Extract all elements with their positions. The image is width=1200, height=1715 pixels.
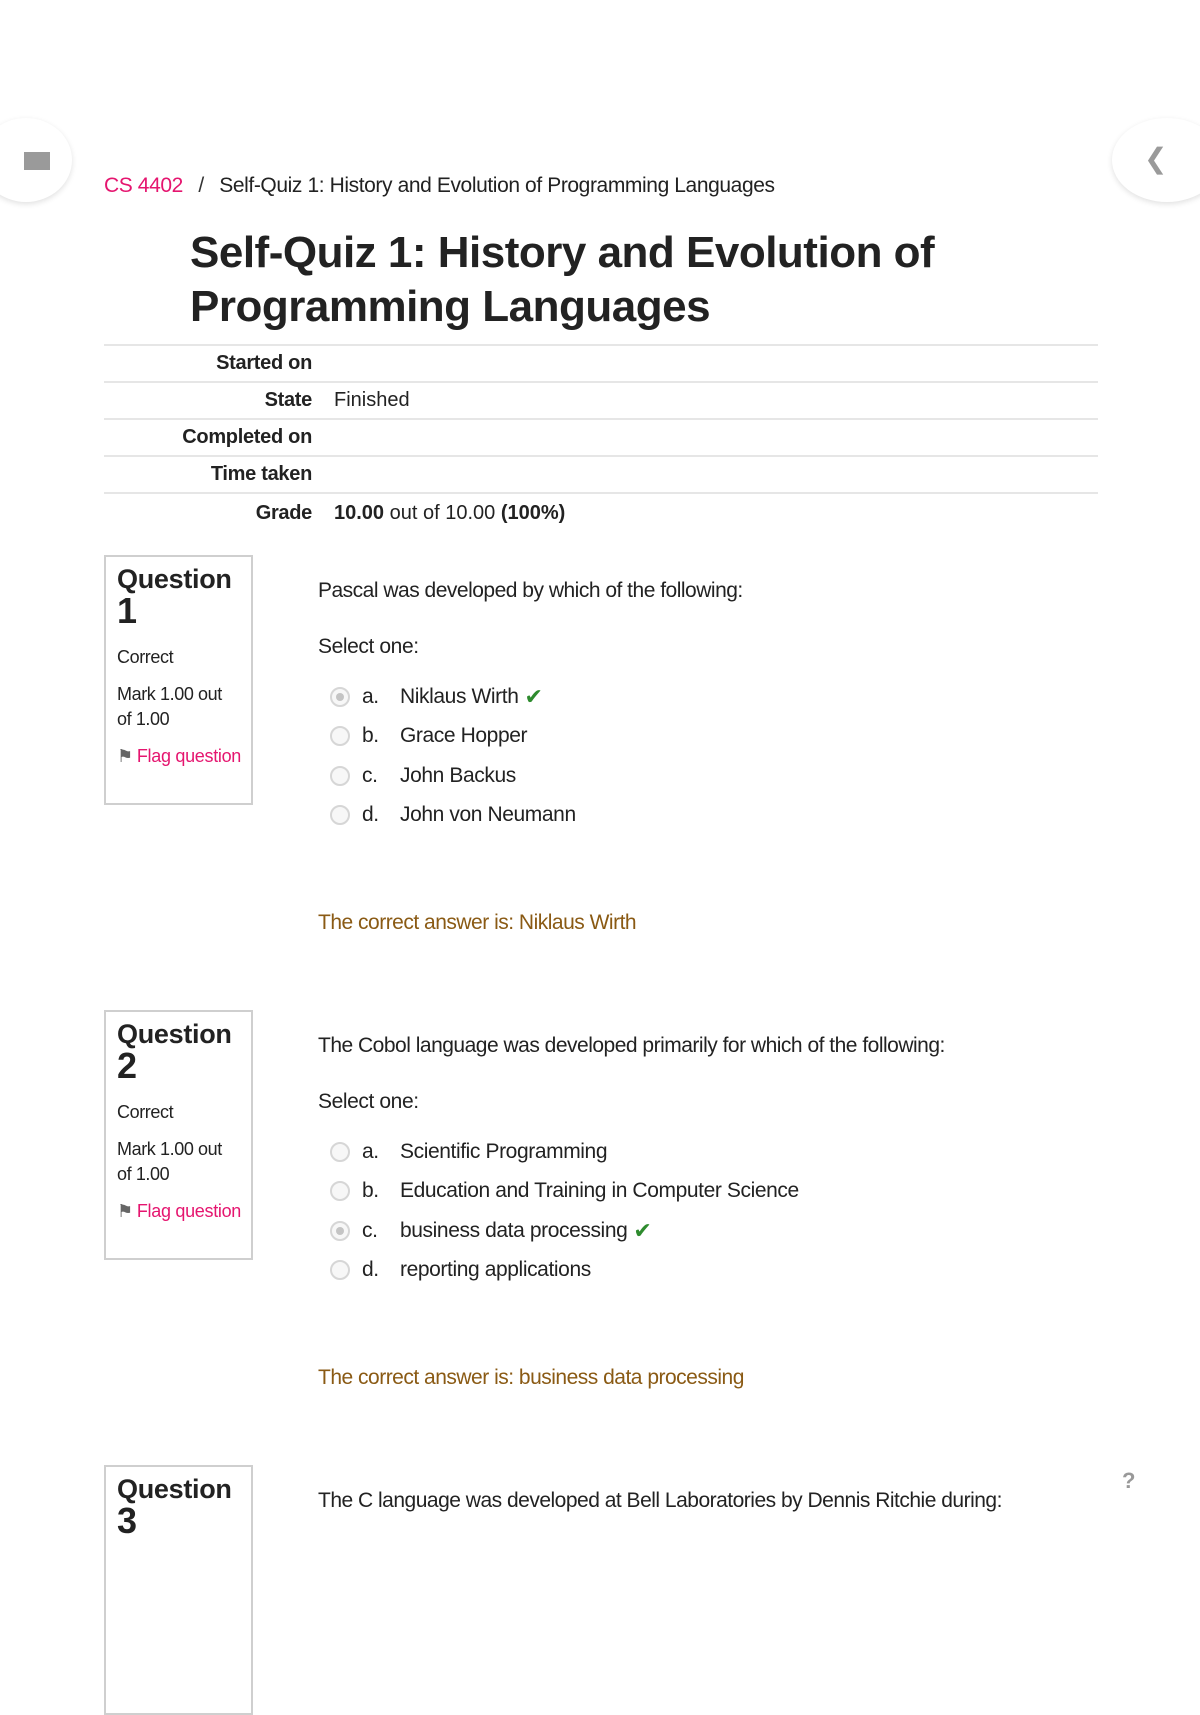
select-one-prompt: Select one: <box>318 1090 419 1113</box>
breadcrumb-separator: / <box>198 174 204 197</box>
answer-text: Education and Training in Computer Science <box>400 1179 799 1203</box>
question-number: 1 <box>117 590 138 631</box>
breadcrumb-current: Self-Quiz 1: History and Evolution of Programming Languages <box>219 174 775 197</box>
correct-answer-feedback: The correct answer is: business data processing <box>318 1366 744 1389</box>
question-mark: Mark 1.00 out of 1.00 <box>117 684 222 729</box>
summary-row-started <box>104 345 1098 382</box>
grade-value <box>322 493 1098 533</box>
completed-value <box>322 419 1098 456</box>
question-state: Correct <box>117 647 174 667</box>
question-number: 2 <box>117 1045 138 1086</box>
question-label: Question <box>117 1474 232 1504</box>
answer-letter: a. <box>362 684 379 708</box>
answer-option[interactable] <box>330 1251 1098 1291</box>
breadcrumb <box>104 174 775 198</box>
time-value <box>322 456 1098 493</box>
flag-question-label: Flag question <box>136 746 242 766</box>
answer-letter: b. <box>362 724 379 748</box>
radio-button[interactable] <box>330 1142 350 1162</box>
attempt-summary <box>104 344 1098 533</box>
drawer-toggle-button[interactable] <box>0 118 72 202</box>
question-content <box>318 575 1098 835</box>
answer-text: John von Neumann <box>400 803 576 827</box>
answer-list <box>330 677 1098 835</box>
question-label: Question <box>117 1019 232 1049</box>
answer-letter: c. <box>362 1218 378 1242</box>
summary-row-completed <box>104 419 1098 456</box>
state-value: Finished <box>322 382 1098 419</box>
grade-label: Grade <box>104 493 322 533</box>
started-value <box>322 345 1098 382</box>
answer-text: business data processing <box>400 1218 628 1242</box>
radio-button[interactable] <box>330 1260 350 1280</box>
state-label: State <box>104 382 322 419</box>
answer-letter: b. <box>362 1179 379 1203</box>
correct-answer-feedback: The correct answer is: Niklaus Wirth <box>318 911 637 934</box>
question-content <box>318 1030 1098 1290</box>
grade-score: 10.00 <box>334 502 385 524</box>
question-label: Question <box>117 564 232 594</box>
question-state: Correct <box>117 1102 174 1122</box>
breadcrumb-course-link[interactable]: CS 4402 <box>104 174 183 197</box>
radio-button[interactable] <box>330 726 350 746</box>
answer-letter: d. <box>362 1258 379 1282</box>
question-mark: Mark 1.00 out of 1.00 <box>117 1139 222 1184</box>
answer-text: Niklaus Wirth <box>400 684 519 708</box>
radio-button[interactable] <box>330 687 350 707</box>
question-text: The C language was developed at Bell Laboratories by Dennis Ritchie during: <box>318 1489 1002 1512</box>
summary-row-state <box>104 382 1098 419</box>
radio-button[interactable] <box>330 1221 350 1241</box>
question-number: 3 <box>117 1500 138 1541</box>
question-text: The Cobol language was developed primarily for which of the following: <box>318 1034 945 1057</box>
question-content <box>318 1485 1038 1517</box>
answer-text: reporting applications <box>400 1258 591 1282</box>
question-info <box>104 1010 253 1260</box>
menu-icon <box>24 152 50 170</box>
answer-option[interactable] <box>330 1132 1098 1172</box>
summary-row-grade <box>104 493 1098 533</box>
answer-text: Grace Hopper <box>400 724 528 748</box>
flag-icon: ⚑ <box>117 746 133 766</box>
question-text: Pascal was developed by which of the following: <box>318 579 743 602</box>
flag-icon: ⚑ <box>117 1201 133 1221</box>
answer-option[interactable] <box>330 717 1098 757</box>
answer-option[interactable] <box>330 756 1098 796</box>
answer-option[interactable] <box>330 1172 1098 1212</box>
flag-question-link[interactable] <box>117 744 251 769</box>
answer-option[interactable] <box>330 796 1098 836</box>
answer-list <box>330 1132 1098 1290</box>
answer-text: John Backus <box>400 763 516 787</box>
completed-label: Completed on <box>104 419 322 456</box>
answer-letter: a. <box>362 1139 379 1163</box>
flag-question-label: Flag question <box>136 1201 242 1221</box>
page-title: Self-Quiz 1: History and Evolution of Programming Languages <box>190 228 935 331</box>
answer-option[interactable] <box>330 677 1098 717</box>
flag-question-link[interactable] <box>117 1199 251 1224</box>
question-info <box>104 1465 253 1715</box>
select-one-prompt: Select one: <box>318 635 419 658</box>
answer-letter: d. <box>362 803 379 827</box>
grade-percent: (100%) <box>500 502 566 524</box>
radio-button[interactable] <box>330 766 350 786</box>
correct-check-icon: ✔ <box>633 1217 652 1243</box>
radio-button[interactable] <box>330 1181 350 1201</box>
help-icon[interactable]: ? <box>1122 1468 1136 1493</box>
radio-button[interactable] <box>330 805 350 825</box>
started-label: Started on <box>104 345 322 382</box>
chevron-left-icon: ❮ <box>1144 143 1168 174</box>
time-label: Time taken <box>104 456 322 493</box>
correct-check-icon: ✔ <box>524 683 543 709</box>
question-info <box>104 555 253 805</box>
answer-option[interactable] <box>330 1211 1098 1251</box>
blocks-toggle-button[interactable] <box>1112 118 1200 202</box>
grade-out-of: out of 10.00 <box>389 502 496 524</box>
answer-letter: c. <box>362 763 378 787</box>
summary-row-time <box>104 456 1098 493</box>
answer-text: Scientific Programming <box>400 1139 608 1163</box>
